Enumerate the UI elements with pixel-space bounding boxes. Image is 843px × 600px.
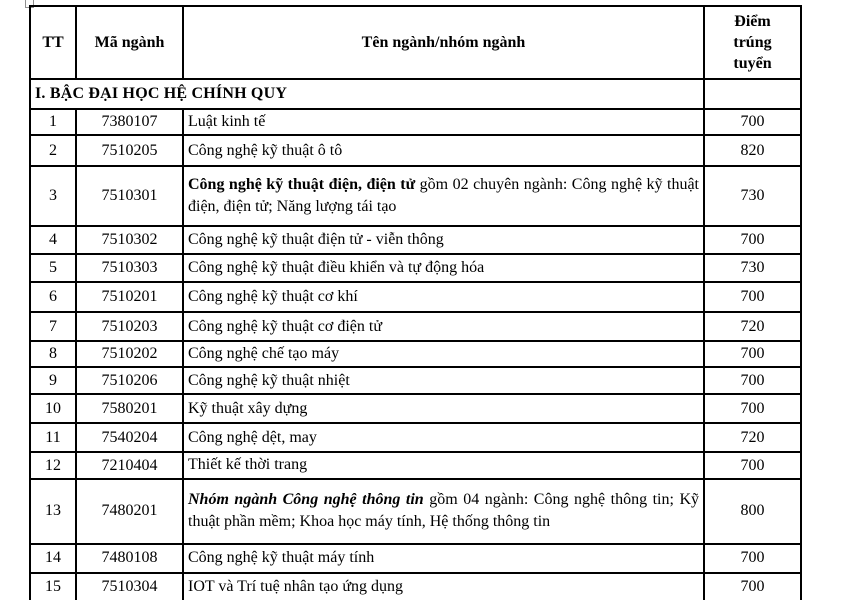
header-score — [704, 6, 801, 79]
cell-name — [183, 135, 704, 166]
cell-code: 7510301 — [76, 166, 183, 226]
name-text: Công nghệ kỹ thuật điều khiển và tự động hóa — [188, 259, 485, 277]
cell-name — [183, 312, 704, 341]
cell-score: 820 — [704, 135, 801, 166]
cell-score: 730 — [704, 254, 801, 282]
cell-name — [183, 479, 704, 544]
cell-name — [183, 166, 704, 226]
cell-name — [183, 109, 704, 135]
cell-score: 720 — [704, 423, 801, 452]
cell-score: 700 — [704, 573, 801, 600]
cell-code: 7480201 — [76, 479, 183, 544]
table-row — [30, 312, 801, 341]
cell-tt: 1 — [30, 109, 76, 135]
cell-score: 720 — [704, 312, 801, 341]
cell-tt: 13 — [30, 479, 76, 544]
cell-tt: 10 — [30, 394, 76, 423]
name-text: gồm 04 ngành: Công nghệ thông tin; Kỹ thuật phần mềm; Khoa học máy tính, Hệ thống thông tin — [188, 490, 700, 531]
header-name: Tên ngành/nhóm ngành — [183, 6, 704, 79]
table-row — [30, 226, 801, 254]
cell-name — [183, 254, 704, 282]
header-score-label: Điểm trúng tuyển — [733, 13, 772, 73]
cell-tt: 12 — [30, 452, 76, 478]
cell-score: 700 — [704, 282, 801, 312]
name-text: Công nghệ kỹ thuật điện tử - viễn thông — [188, 231, 444, 249]
header-tt: TT — [30, 6, 76, 79]
cell-tt: 11 — [30, 423, 76, 452]
table-row — [30, 109, 801, 135]
name-text: gồm 02 chuyên ngành: Công nghệ kỹ thuật điện, điện tử; Năng lượng tái tạo — [188, 176, 699, 216]
table-row — [30, 367, 801, 394]
cell-tt: 2 — [30, 135, 76, 166]
name-lead: Nhóm ngành Công nghệ thông tin — [188, 490, 424, 508]
cell-code: 7540204 — [76, 423, 183, 452]
cell-name — [183, 452, 704, 478]
cell-name — [183, 226, 704, 254]
table-header-row — [30, 6, 801, 79]
table-row — [30, 452, 801, 478]
name-text: Công nghệ kỹ thuật cơ khí — [188, 288, 358, 306]
cell-score: 700 — [704, 394, 801, 423]
table-row — [30, 254, 801, 282]
table-row — [30, 282, 801, 312]
cell-score: 730 — [704, 166, 801, 226]
cell-score: 700 — [704, 226, 801, 254]
table-row — [30, 544, 801, 573]
cell-tt: 14 — [30, 544, 76, 573]
cell-score: 700 — [704, 109, 801, 135]
name-text: Công nghệ dệt, may — [188, 428, 317, 446]
name-text: Công nghệ kỹ thuật ô tô — [188, 141, 343, 159]
cell-name — [183, 367, 704, 394]
cell-code: 7510201 — [76, 282, 183, 312]
name-text: Công nghệ chế tạo máy — [188, 345, 340, 363]
table-row — [30, 479, 801, 544]
name-text: IOT và Trí tuệ nhân tạo ứng dụng — [188, 578, 404, 596]
cell-tt: 8 — [30, 341, 76, 367]
cell-code: 7510302 — [76, 226, 183, 254]
section-row — [30, 79, 801, 109]
cell-code: 7510202 — [76, 341, 183, 367]
cell-score: 800 — [704, 479, 801, 544]
name-text: Thiết kế thời trang — [188, 456, 308, 474]
cell-tt: 6 — [30, 282, 76, 312]
cell-tt: 4 — [30, 226, 76, 254]
cell-code: 7510203 — [76, 312, 183, 341]
cell-tt: 15 — [30, 573, 76, 600]
cell-score: 700 — [704, 341, 801, 367]
section-score-empty — [704, 79, 801, 109]
cell-tt: 9 — [30, 367, 76, 394]
cell-code: 7580201 — [76, 394, 183, 423]
cell-code: 7510205 — [76, 135, 183, 166]
cell-tt: 7 — [30, 312, 76, 341]
cell-name — [183, 544, 704, 573]
name-text: Kỹ thuật xây dựng — [188, 399, 308, 417]
table-row — [30, 341, 801, 367]
cell-score: 700 — [704, 544, 801, 573]
table-row — [30, 573, 801, 600]
cell-code: 7510206 — [76, 367, 183, 394]
cell-code: 7510304 — [76, 573, 183, 600]
admission-score-table — [29, 5, 802, 600]
name-lead: Công nghệ kỹ thuật điện, điện tử — [188, 176, 416, 194]
cell-score: 700 — [704, 452, 801, 478]
header-code: Mã ngành — [76, 6, 183, 79]
cell-code: 7380107 — [76, 109, 183, 135]
cell-code: 7480108 — [76, 544, 183, 573]
cell-name — [183, 573, 704, 600]
cell-name — [183, 282, 704, 312]
table-row — [30, 394, 801, 423]
table-row — [30, 135, 801, 166]
section-title: I. BẬC ĐẠI HỌC HỆ CHÍNH QUY — [30, 79, 704, 109]
cell-tt: 3 — [30, 166, 76, 226]
cell-code: 7210404 — [76, 452, 183, 478]
cell-name — [183, 394, 704, 423]
cell-name — [183, 341, 704, 367]
name-text: Công nghệ kỹ thuật nhiệt — [188, 371, 350, 389]
cell-name — [183, 423, 704, 452]
name-text: Công nghệ kỹ thuật cơ điện tử — [188, 317, 382, 335]
table-row — [30, 423, 801, 452]
name-text: Công nghệ kỹ thuật máy tính — [188, 549, 375, 567]
cell-tt: 5 — [30, 254, 76, 282]
cell-code: 7510303 — [76, 254, 183, 282]
cell-score: 700 — [704, 367, 801, 394]
name-text: Luật kinh tế — [188, 113, 266, 131]
table-row — [30, 166, 801, 226]
